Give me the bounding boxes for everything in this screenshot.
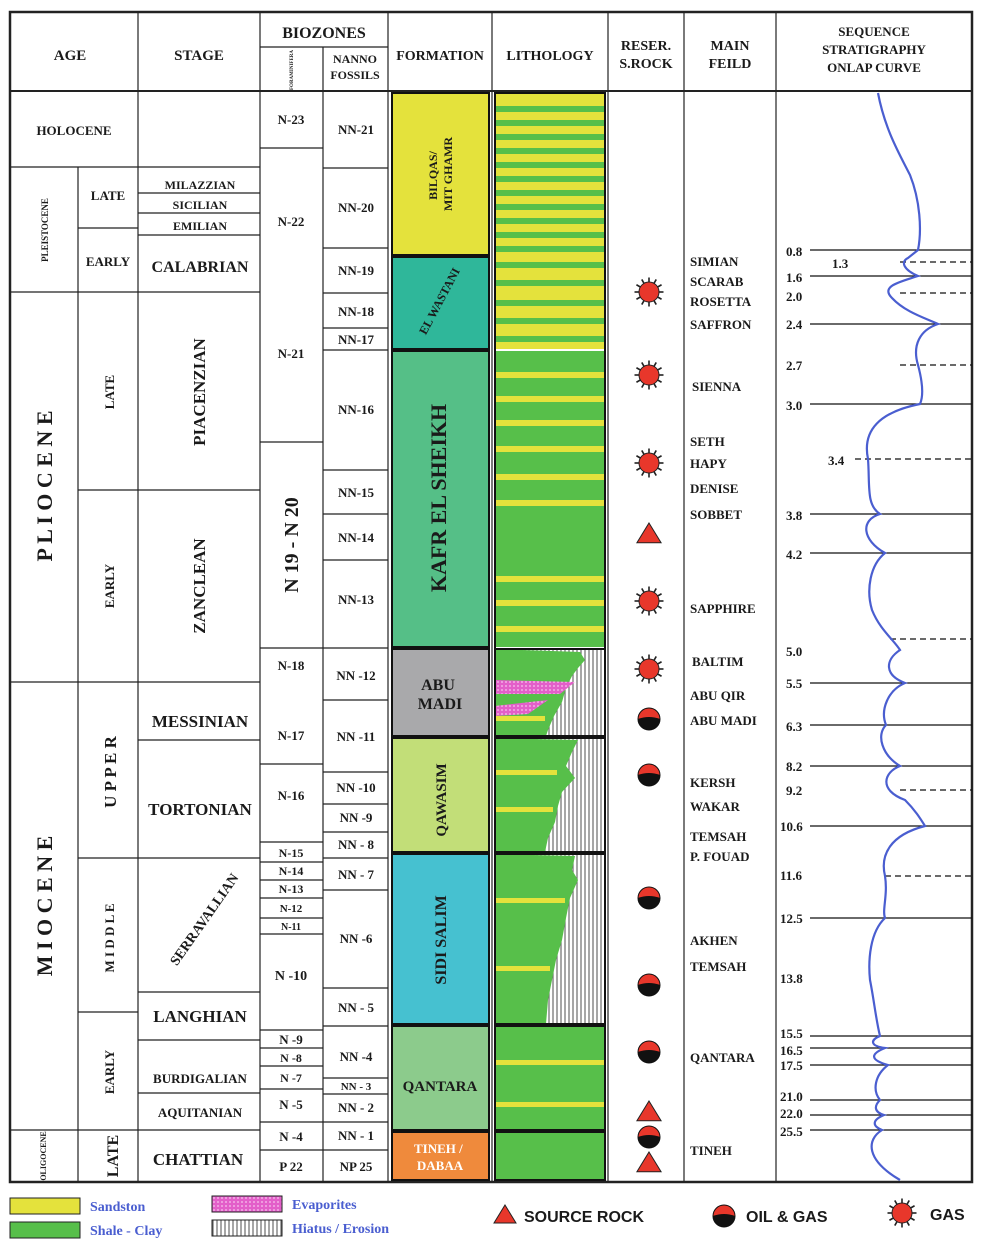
- legend-label-shale: Shale - Clay: [90, 1224, 163, 1239]
- legend-label-sandstone: Sandston: [90, 1200, 146, 1215]
- oil-gas-icon: [638, 764, 660, 786]
- field-label: BALTIM: [692, 654, 744, 669]
- nanno-zone: NN - 7: [337, 867, 375, 882]
- legend-label-hiatus: Hiatus / Erosion: [292, 1222, 389, 1237]
- header-lithology: LITHOLOGY: [506, 49, 594, 64]
- oil-gas-icon: [638, 708, 660, 730]
- sand-stripe: [495, 600, 605, 606]
- foram-zone: N -9: [279, 1032, 303, 1047]
- sequence-age: 16.5: [780, 1043, 803, 1058]
- field-label: TEMSAH: [690, 959, 747, 974]
- oil-gas-icon: [638, 1126, 660, 1148]
- formation-label-line: MADI: [417, 696, 463, 713]
- header-nanno-1: NANNO: [333, 52, 377, 66]
- formation-label-line: ABU: [421, 677, 455, 694]
- foram-zone: N -10: [274, 969, 308, 984]
- shale-stripe: [495, 262, 605, 268]
- column-headers: [54, 24, 927, 90]
- field-labels: [690, 254, 757, 1158]
- nanno-zone: NN -9: [339, 810, 373, 825]
- header-field-2: FEILD: [708, 57, 752, 72]
- source-rock-icon: [637, 523, 661, 543]
- subepoch-label: EARLY: [102, 563, 117, 609]
- field-label: DENISE: [690, 481, 739, 496]
- stage-label: EMILIAN: [172, 219, 228, 233]
- subepoch-label: LATE: [102, 374, 117, 410]
- nanno-zone: NN-18: [337, 304, 375, 319]
- stage-label: TORTONIAN: [148, 800, 252, 819]
- foram-zone: N-12: [279, 903, 303, 915]
- sand-stripe: [495, 372, 605, 378]
- header-foraminifera: FORAMINIFERA: [290, 50, 295, 90]
- header-reservoir-2: S.ROCK: [619, 57, 673, 72]
- epoch-label: PLEISTOCENE: [40, 198, 50, 262]
- gas-icon: [635, 587, 664, 616]
- nanno-zone: NP 25: [339, 1159, 373, 1174]
- sequence-age: 3.0: [786, 398, 803, 413]
- sequence-age: 25.5: [780, 1124, 803, 1139]
- epoch-label: P L I O C E N E: [32, 410, 57, 562]
- formation-label-line: TINEH /: [413, 1141, 463, 1156]
- nanno-zone: NN - 5: [337, 1000, 375, 1015]
- formation-column: [392, 93, 489, 1180]
- formation-label: SIDI SALIM: [433, 895, 450, 985]
- shale-stripe: [495, 280, 605, 286]
- stage-label: AQUITANIAN: [157, 1105, 243, 1120]
- field-label: SETH: [690, 434, 725, 449]
- legend: [10, 1196, 965, 1239]
- legend-label-gas: GAS: [930, 1207, 965, 1224]
- nanno-zone: NN -12: [336, 668, 376, 683]
- header-sequence-2: STRATIGRAPHY: [822, 42, 926, 57]
- field-label: SCARAB: [690, 274, 744, 289]
- foram-zone-labels: [275, 112, 307, 1174]
- stage-label: CHATTIAN: [152, 1150, 244, 1169]
- field-label: AKHEN: [690, 933, 738, 948]
- formation-label: QANTARA: [402, 1079, 478, 1095]
- header-formation: FORMATION: [396, 49, 484, 64]
- foram-zone: N-18: [277, 658, 305, 673]
- gas-icon: [635, 361, 664, 390]
- formation-label-line: MIT GHAMR: [441, 136, 455, 212]
- field-label: HAPY: [690, 456, 727, 471]
- sequence-age: 4.2: [786, 547, 803, 562]
- foram-zone: N-17: [277, 728, 305, 743]
- field-label: ROSETTA: [690, 294, 752, 309]
- nanno-zone: NN-20: [337, 200, 375, 215]
- sequence-age: 15.5: [780, 1026, 803, 1041]
- header-sequence-3: ONLAP CURVE: [827, 60, 921, 75]
- source-rock-icon: [494, 1205, 516, 1223]
- foram-zone: N-15: [278, 846, 304, 860]
- legend-label-evaporites: Evaporites: [292, 1198, 357, 1213]
- stage-label: LANGHIAN: [153, 1007, 247, 1026]
- epoch-label: HOLOCENE: [36, 123, 112, 138]
- nanno-zone: NN - 2: [337, 1100, 375, 1115]
- sand-stripe: [495, 474, 605, 480]
- foram-zone: N-13: [278, 882, 304, 896]
- nanno-zone: NN -4: [339, 1049, 373, 1064]
- oil-gas-icon: [713, 1205, 735, 1227]
- source-rock-icon: [637, 1101, 661, 1121]
- sequence-age: 8.2: [786, 759, 803, 774]
- epoch-labels: [32, 123, 112, 1181]
- sequence-age: 1.6: [786, 270, 803, 285]
- sand-stripe: [495, 420, 605, 426]
- stage-label: SICILIAN: [172, 198, 228, 212]
- subepoch-label: U P P E R: [101, 736, 120, 808]
- legend-swatch-shale: [10, 1222, 80, 1238]
- nanno-zone: NN -10: [336, 780, 376, 795]
- foram-zone: N-14: [278, 864, 304, 878]
- subepoch-label: LATE: [90, 188, 126, 203]
- field-label: SOBBET: [690, 507, 743, 522]
- foram-zone: P 22: [279, 1159, 303, 1174]
- sand-stripe: [495, 626, 605, 632]
- stage-label: PIACENZIAN: [190, 338, 209, 446]
- sequence-age: 11.6: [780, 868, 803, 883]
- header-nanno-2: FOSSILS: [330, 68, 380, 82]
- shale-stripe: [495, 246, 605, 252]
- stage-label: MILAZZIAN: [164, 178, 236, 192]
- foram-zone: N-22: [277, 214, 305, 229]
- sequence-age: 9.2: [786, 783, 803, 798]
- sequence-age: 3.4: [828, 453, 845, 468]
- subepoch-label: M I D D L E: [102, 903, 117, 973]
- stage-label: MESSINIAN: [151, 712, 249, 731]
- nanno-zone: NN-16: [337, 402, 375, 417]
- stage-label: SERRAVALLIAN: [167, 871, 243, 969]
- field-label: P. FOUAD: [690, 849, 750, 864]
- foram-zone: N -4: [279, 1129, 303, 1144]
- sequence-age: 2.0: [786, 289, 803, 304]
- oil-gas-icon: [638, 974, 660, 996]
- field-label: ABU MADI: [690, 713, 757, 728]
- foram-zone: N-23: [277, 112, 305, 127]
- field-label: WAKAR: [690, 799, 740, 814]
- sequence-age: 22.0: [780, 1106, 803, 1121]
- nanno-zone: NN-19: [337, 263, 375, 278]
- gas-icon: [888, 1199, 917, 1228]
- shale-stripe: [495, 106, 605, 112]
- header-age: AGE: [53, 48, 87, 64]
- nanno-zone: NN-15: [337, 485, 375, 500]
- gas-icon: [635, 278, 664, 307]
- stage-label: ZANCLEAN: [190, 538, 209, 634]
- nanno-zone: NN-21: [337, 122, 375, 137]
- field-label: KERSH: [690, 775, 736, 790]
- legend-label-source-rock: SOURCE ROCK: [524, 1209, 645, 1226]
- sequence-age: 21.0: [780, 1089, 803, 1104]
- legend-swatch-evaporites: [212, 1196, 282, 1212]
- lithology-column: [495, 93, 605, 1180]
- sequence-age: 1.3: [832, 256, 849, 271]
- nanno-zone: NN -6: [339, 931, 373, 946]
- sequence-age: 5.0: [786, 644, 803, 659]
- oil-gas-icon: [638, 887, 660, 909]
- legend-label-oil-gas: OIL & GAS: [746, 1209, 828, 1226]
- nanno-zone: NN -11: [336, 729, 376, 744]
- gas-icon: [635, 655, 664, 684]
- header-reservoir-1: RESER.: [620, 39, 672, 54]
- sequence-age: 10.6: [780, 819, 803, 834]
- formation-label: KAFR EL SHEIKH: [426, 403, 451, 593]
- sequence-age: 3.8: [786, 508, 803, 523]
- subepoch-label: EARLY: [85, 254, 131, 269]
- formation-block-qantara: [392, 1026, 489, 1130]
- nanno-zone: NN-17: [337, 332, 375, 347]
- field-label: SIENNA: [692, 379, 742, 394]
- shale-stripe: [495, 190, 605, 196]
- shale-stripe: [495, 162, 605, 168]
- sequence-age: 0.8: [786, 244, 803, 259]
- nanno-zone: NN-14: [337, 530, 375, 545]
- header-field-1: MAIN: [710, 39, 750, 54]
- sequence-age: 13.8: [780, 971, 803, 986]
- gas-icon: [635, 449, 664, 478]
- sequence-boundaries: [810, 250, 972, 1130]
- field-label: SIMIAN: [690, 254, 739, 269]
- epoch-label: M I O C E N E: [32, 835, 57, 977]
- sand-stripe: [495, 396, 605, 402]
- header-biozones: BIOZONES: [282, 25, 366, 42]
- field-label: TINEH: [690, 1143, 732, 1158]
- field-label: QANTARA: [690, 1050, 755, 1065]
- sand-stripe: [495, 500, 605, 506]
- foram-zone: N-21: [277, 346, 305, 361]
- formation-label: QAWASIM: [434, 763, 450, 837]
- shale-stripe: [495, 218, 605, 224]
- foram-zone: N -7: [280, 1071, 302, 1085]
- subepoch-label: LATE: [105, 1134, 122, 1178]
- stage-label: CALABRIAN: [151, 259, 249, 276]
- nanno-zone: NN - 1: [337, 1128, 375, 1143]
- sequence-age: 5.5: [786, 676, 803, 691]
- sequence-age: 6.3: [786, 719, 803, 734]
- source-rock-icon: [637, 1152, 661, 1172]
- shale-stripe: [495, 204, 605, 210]
- foram-zone: N -8: [280, 1051, 302, 1065]
- header-stage: STAGE: [174, 48, 224, 64]
- shale-stripe: [495, 336, 605, 342]
- field-label: SAPPHIRE: [690, 601, 756, 616]
- nanno-zone: NN - 3: [340, 1081, 372, 1093]
- shale-stripe: [495, 232, 605, 238]
- foram-zone: N-16: [277, 788, 305, 803]
- sequence-age-labels: [780, 244, 849, 1139]
- subepoch-label: EARLY: [102, 1049, 117, 1095]
- nanno-zone: NN-13: [337, 592, 375, 607]
- epoch-label: OLIGOCENE: [39, 1131, 48, 1181]
- formation-label-line: DABAA: [416, 1158, 464, 1173]
- shale-stripe: [495, 120, 605, 126]
- field-label: TEMSAH: [690, 829, 747, 844]
- sequence-age: 2.4: [786, 317, 803, 332]
- nanno-zone: NN - 8: [337, 837, 375, 852]
- shale-stripe: [495, 318, 605, 324]
- field-label: ABU QIR: [690, 688, 746, 703]
- shale-stripe: [495, 148, 605, 154]
- legend-swatch-sandstone: [10, 1198, 80, 1214]
- foram-zone: N -5: [279, 1097, 303, 1112]
- field-label: SAFFRON: [690, 317, 752, 332]
- reservoir-symbols: [635, 278, 664, 1172]
- sand-stripe: [495, 446, 605, 452]
- shale-stripe: [495, 134, 605, 140]
- foram-zone: N 19 - N 20: [281, 497, 303, 593]
- legend-swatch-hiatus: [212, 1220, 282, 1236]
- stage-labels: [148, 178, 252, 1169]
- header-sequence-1: SEQUENCE: [838, 24, 910, 39]
- formation-label: EL WASTANI: [416, 265, 463, 337]
- shale-stripe: [495, 300, 605, 306]
- stage-label: BURDIGALIAN: [153, 1071, 247, 1086]
- onlap-curve: [866, 93, 938, 1180]
- sand-stripe: [495, 576, 605, 582]
- sequence-age: 12.5: [780, 911, 803, 926]
- sequence-age: 2.7: [786, 358, 803, 373]
- oil-gas-icon: [638, 1041, 660, 1063]
- foram-zone: N-11: [281, 922, 301, 933]
- sequence-age: 17.5: [780, 1058, 803, 1073]
- formation-label-line: BILQAS/: [426, 151, 440, 200]
- shale-stripe: [495, 176, 605, 182]
